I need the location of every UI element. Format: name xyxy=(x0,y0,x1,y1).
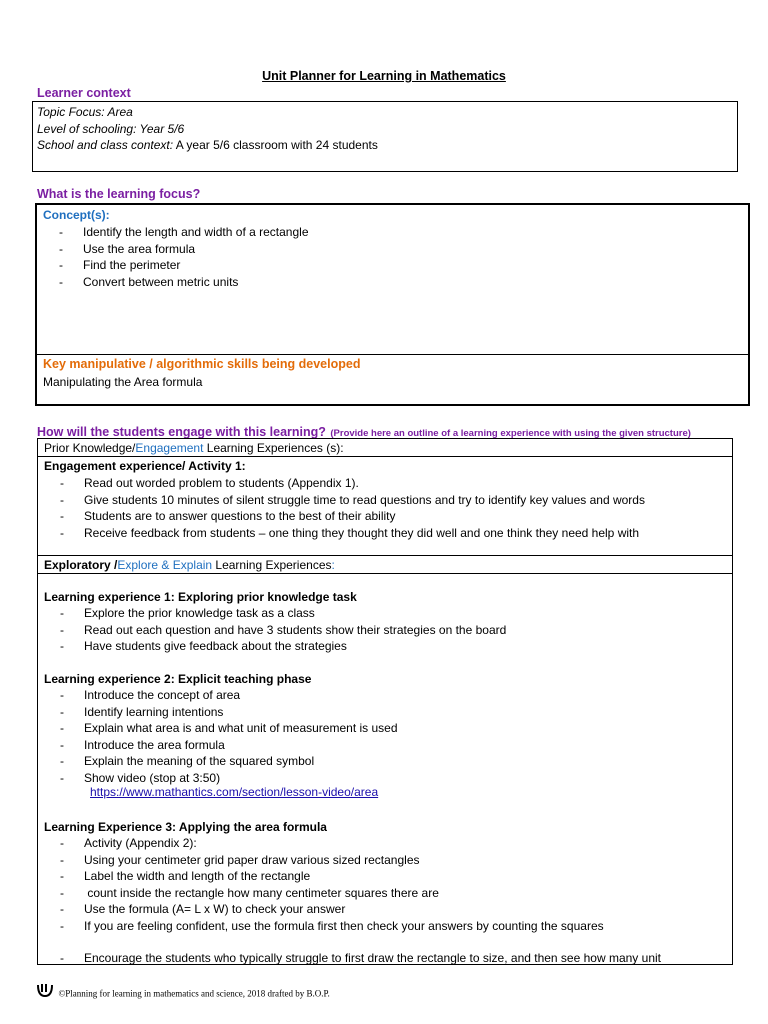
list-item: - Convert between metric units xyxy=(37,274,309,291)
list-item: - If you are feeling confident, use the formula first then check your answers by counting the squares xyxy=(38,918,604,935)
school-context xyxy=(37,137,378,154)
divider xyxy=(37,354,748,355)
learning-focus-heading: What is the learning focus? xyxy=(37,187,201,201)
le1-title: Learning experience 1: Exploring prior knowledge task xyxy=(44,590,357,604)
list-item: - Receive feedback from students – one thing they thought they did well and one think they need help with xyxy=(38,525,645,542)
school-context-label: School and class context: xyxy=(37,138,174,152)
explor-text-a: Exploratory / xyxy=(44,558,118,572)
list-item: - Find the perimeter xyxy=(37,257,309,274)
footer-text: ©Planning for learning in mathematics and science, 2018 drafted by B.O.P. xyxy=(58,988,330,999)
divider xyxy=(38,456,732,457)
list-item: - Give students 10 minutes of silent struggle time to read questions and try to identify key values and words xyxy=(38,492,645,509)
skills-value: Manipulating the Area formula xyxy=(43,375,203,389)
list-item: - Activity (Appendix 2): xyxy=(38,835,604,852)
list-item: - Show video (stop at 3:50) xyxy=(38,770,398,787)
list-item: - Read out each question and have 3 students show their strategies on the board xyxy=(38,622,506,639)
skills-label: Key manipulative / algorithmic skills being developed xyxy=(43,357,361,371)
le2-list xyxy=(38,687,398,786)
le3-extra-list xyxy=(38,950,661,967)
concepts-list xyxy=(37,224,309,290)
prior-text-a: Prior Knowledge/ xyxy=(44,441,136,455)
exploratory-header xyxy=(44,557,335,574)
footer xyxy=(36,982,330,1003)
learner-context-box xyxy=(32,101,738,172)
prior-text-b: Engagement xyxy=(135,441,204,455)
learning-focus-box xyxy=(35,203,750,406)
engage-note: (Provide here an outline of a learning experience with using the given structure) xyxy=(330,428,691,439)
concepts-label: Concept(s): xyxy=(43,208,110,222)
list-item: - Students are to answer questions to the best of their ability xyxy=(38,508,645,525)
list-item: - Label the width and length of the rectangle xyxy=(38,868,604,885)
list-item: - Explore the prior knowledge task as a class xyxy=(38,605,506,622)
list-item: - Introduce the area formula xyxy=(38,737,398,754)
engage-heading: How will the students engage with this learning? xyxy=(37,425,326,439)
list-item: - Use the area formula xyxy=(37,241,309,258)
prior-knowledge-box xyxy=(37,438,733,556)
prior-text-c: Learning Experiences (s): xyxy=(203,441,344,455)
engagement-list xyxy=(38,475,645,541)
learner-context-heading: Learner context xyxy=(37,86,131,100)
level-of-schooling: Level of schooling: Year 5/6 xyxy=(37,122,185,136)
engagement-title: Engagement experience/ Activity 1: xyxy=(44,459,246,473)
copyright-logo-icon xyxy=(36,982,54,1003)
le3-list xyxy=(38,835,604,934)
list-item: - Explain the meaning of the squared symbol xyxy=(38,753,398,770)
topic-focus: Topic Focus: Area xyxy=(37,105,133,119)
list-item: - Have students give feedback about the strategies xyxy=(38,638,506,655)
list-item: - Explain what area is and what unit of measurement is used xyxy=(38,720,398,737)
le1-list xyxy=(38,605,506,655)
list-item: - Identify the length and width of a rectangle xyxy=(37,224,309,241)
list-item: - Using your centimeter grid paper draw various sized rectangles xyxy=(38,852,604,869)
list-item: - Identify learning intentions xyxy=(38,704,398,721)
divider xyxy=(38,573,732,574)
video-link[interactable]: https://www.mathantics.com/section/lesson-video/area xyxy=(90,785,379,799)
le2-title: Learning experience 2: Explicit teaching phase xyxy=(44,672,312,686)
list-item: - Encourage the students who typically struggle to first draw the rectangle to size, and then see how many unit xyxy=(38,950,661,967)
page-title: Unit Planner for Learning in Mathematics xyxy=(262,69,506,83)
explor-text-colon: : xyxy=(331,558,335,572)
school-context-value: A year 5/6 classroom with 24 students xyxy=(175,138,378,152)
list-item: - Introduce the concept of area xyxy=(38,687,398,704)
explor-text-c: Learning Experiences xyxy=(212,558,332,572)
explor-text-b: Explore & Explain xyxy=(117,558,213,572)
exploratory-box xyxy=(37,555,733,965)
prior-knowledge-header xyxy=(44,440,344,457)
list-item: - count inside the rectangle how many centimeter squares there are xyxy=(38,885,604,902)
le3-title: Learning Experience 3: Applying the area formula xyxy=(44,820,327,834)
list-item: - Use the formula (A= L x W) to check your answer xyxy=(38,901,604,918)
list-item: - Read out worded problem to students (Appendix 1). xyxy=(38,475,645,492)
